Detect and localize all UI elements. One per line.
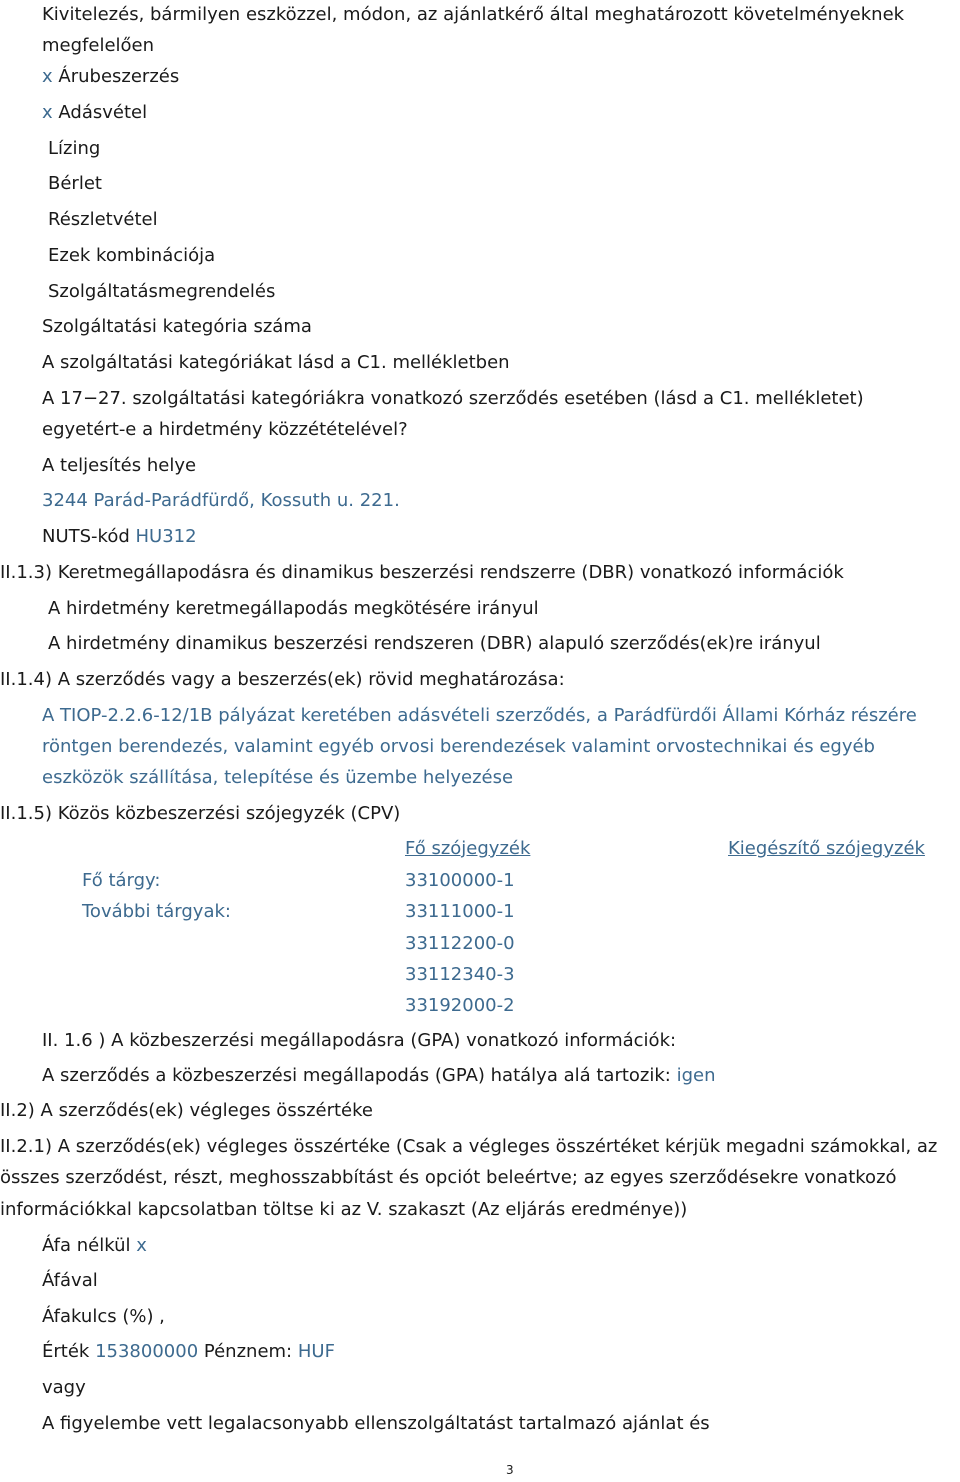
gpa-line bbox=[42, 1064, 716, 1088]
page-number: 3 bbox=[506, 1463, 514, 1477]
text-line: megfelelően bbox=[42, 35, 155, 56]
contract-description: A TIOP-2.2.6-12/1B pályázat keretében adásvételi szerződés, a Parádfürdői Állami Kórház részére bbox=[42, 705, 917, 726]
cpv-main-label: Fő tárgy: bbox=[82, 870, 161, 891]
contract-description: eszközök szállítása, telepítése és üzembe helyezése bbox=[42, 767, 514, 788]
item-label: Adásvétel bbox=[58, 102, 148, 123]
text-line: II.2.1) A szerződés(ek) végleges összértéke (Csak a végleges összértéket kérjük megadni számokkal, az bbox=[0, 1136, 938, 1157]
checklist-item-berlet: Bérlet bbox=[48, 173, 102, 194]
checked-mark: x bbox=[42, 66, 53, 87]
vat-excluded-line bbox=[42, 1234, 147, 1258]
nuts-label: NUTS-kód bbox=[42, 526, 130, 547]
checked-mark: x bbox=[42, 102, 53, 123]
value-amount: 153800000 bbox=[95, 1341, 199, 1362]
text-line: Kivitelezés, bármilyen eszközzel, módon, az ajánlatkérő által meghatározott követelményeknek bbox=[42, 4, 905, 25]
vat-rate-line: Áfakulcs (%) , bbox=[42, 1306, 165, 1327]
cpv-additional-label: További tárgyak: bbox=[82, 901, 231, 922]
gpa-value: igen bbox=[676, 1065, 716, 1086]
item-label: Árubeszerzés bbox=[58, 66, 180, 87]
text-line: összes szerződést, részt, meghosszabbítást és opciót beleértve; az egyes szerződésekre vonatkozó bbox=[0, 1167, 897, 1188]
value-label: Érték bbox=[42, 1341, 90, 1362]
checked-mark: x bbox=[136, 1235, 147, 1256]
cpv-additional-code: 33192000-2 bbox=[405, 995, 515, 1016]
checklist-item-kombinacio: Ezek kombinációja bbox=[48, 245, 216, 266]
performance-location: 3244 Parád-Parádfürdő, Kossuth u. 221. bbox=[42, 490, 400, 511]
text-line: A figyelembe vett legalacsonyabb ellenszolgáltatást tartalmazó ajánlat és bbox=[42, 1413, 710, 1434]
cpv-additional-code: 33111000-1 bbox=[405, 901, 515, 922]
currency-label: Pénznem: bbox=[203, 1341, 293, 1362]
checklist-item-arubeszerzes bbox=[42, 65, 179, 89]
checklist-item-reszletvetel: Részletvétel bbox=[48, 209, 158, 230]
cpv-header-main: Fő szójegyzék bbox=[405, 838, 531, 859]
nuts-code-line bbox=[42, 525, 197, 549]
cpv-additional-code: 33112340-3 bbox=[405, 964, 515, 985]
text-line: A teljesítés helye bbox=[42, 455, 197, 476]
checklist-item-szolgaltatas: Szolgáltatásmegrendelés bbox=[48, 281, 276, 302]
vat-excluded-label: Áfa nélkül bbox=[42, 1235, 131, 1256]
text-line: A hirdetmény keretmegállapodás megkötésére irányul bbox=[48, 598, 539, 619]
text-line: A szolgáltatási kategóriákat lásd a C1. mellékletben bbox=[42, 352, 510, 373]
text-line: vagy bbox=[42, 1377, 86, 1398]
checklist-item-adasvetel bbox=[42, 101, 147, 125]
section-heading: II.1.4) A szerződés vagy a beszerzés(ek) rövid meghatározása: bbox=[0, 669, 565, 690]
cpv-additional-code: 33112200-0 bbox=[405, 933, 515, 954]
text-line: A 17−27. szolgáltatási kategóriákra vonatkozó szerződés esetében (lásd a C1. mellékletet) bbox=[42, 388, 864, 409]
currency-value: HUF bbox=[297, 1341, 335, 1362]
contract-description: röntgen berendezés, valamint egyéb orvosi berendezések valamint orvostechnikai és egyéb bbox=[42, 736, 875, 757]
section-heading: II. 1.6 ) A közbeszerzési megállapodásra (GPA) vonatkozó információk: bbox=[42, 1030, 677, 1051]
section-heading: II.2) A szerződés(ek) végleges összértéke bbox=[0, 1100, 373, 1121]
value-line bbox=[42, 1340, 335, 1364]
vat-included-line: Áfával bbox=[42, 1270, 98, 1291]
text-line: egyetért-e a hirdetmény közzétételével? bbox=[42, 419, 408, 440]
section-heading: II.1.5) Közös közbeszerzési szójegyzék (CPV) bbox=[0, 803, 401, 824]
nuts-value: HU312 bbox=[135, 526, 197, 547]
cpv-main-code: 33100000-1 bbox=[405, 870, 515, 891]
text-line: információkkal kapcsolatban töltse ki az V. szakaszt (Az eljárás eredménye)) bbox=[0, 1199, 688, 1220]
section-heading: II.1.3) Keretmegállapodásra és dinamikus beszerzési rendszerre (DBR) vonatkozó információk bbox=[0, 562, 844, 583]
gpa-text: A szerződés a közbeszerzési megállapodás (GPA) hatálya alá tartozik: bbox=[42, 1065, 671, 1086]
text-line: Szolgáltatási kategória száma bbox=[42, 316, 312, 337]
cpv-header-supplementary: Kiegészítő szójegyzék bbox=[728, 838, 925, 859]
checklist-item-lizing: Lízing bbox=[48, 138, 101, 159]
text-line: A hirdetmény dinamikus beszerzési rendszeren (DBR) alapuló szerződés(ek)re irányul bbox=[48, 633, 821, 654]
